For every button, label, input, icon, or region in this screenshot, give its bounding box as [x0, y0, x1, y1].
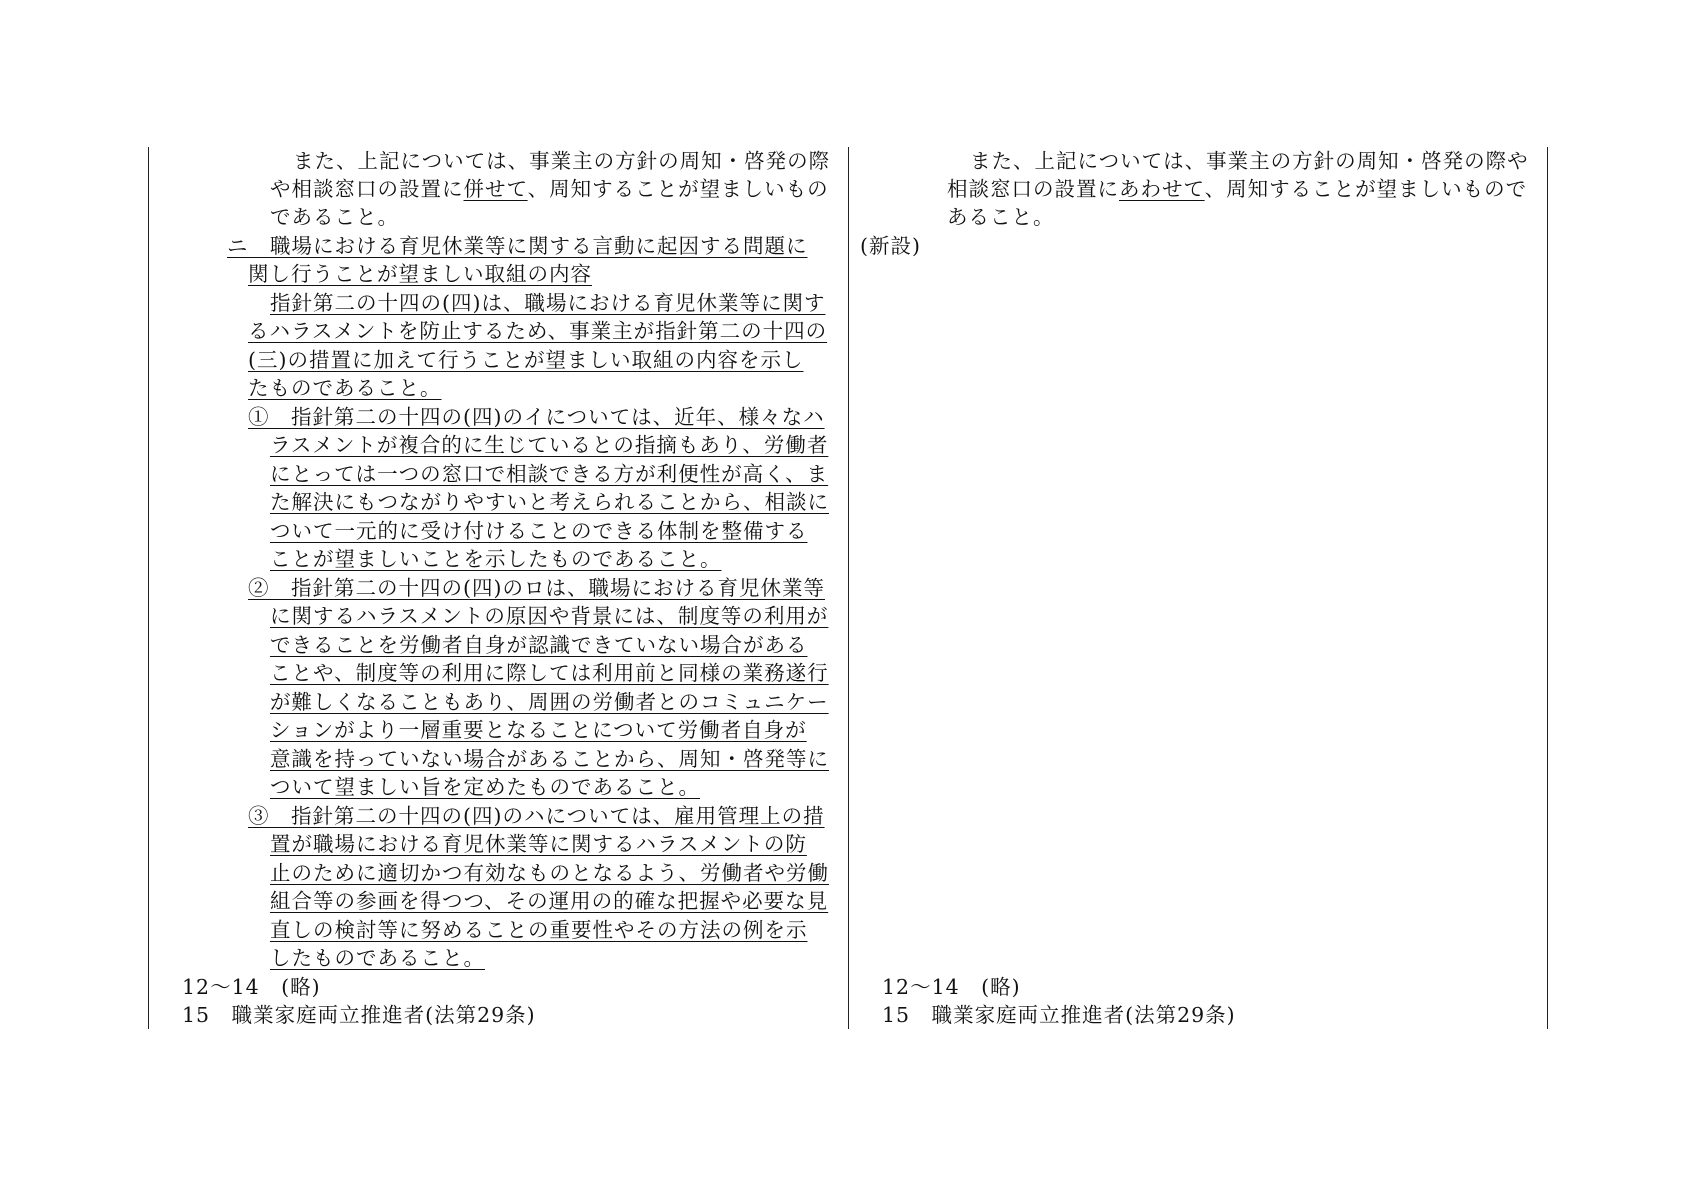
left-section-12-14: 12～14 (略): [182, 975, 321, 999]
section-ni-body-line: るハラスメントを防止するため、事業主が指針第二の十四の: [248, 319, 828, 343]
item-2-line: できることを労働者自身が認識できていない場合がある: [270, 633, 808, 657]
right-section-15: 15 職業家庭両立推進者(法第29条): [882, 1003, 1236, 1027]
item-2-line: が難しくなることもあり、周囲の労働者とのコミュニケー: [270, 690, 829, 714]
item-3-line: 止のために適切かつ有効なものとなるよう、労働者や労働: [270, 861, 829, 885]
left-intro-line-3: [270, 203, 399, 231]
right-section-12-14: 12～14 (略): [882, 975, 1021, 999]
right-intro-line-3: [947, 203, 1055, 231]
item-2-line: ションがより一層重要となることについて労働者自身が: [270, 718, 807, 742]
right-border: [1547, 147, 1548, 1029]
underlined-text-run: あわせて: [1119, 177, 1205, 201]
text-run: 相談窓口の設置に: [947, 177, 1119, 201]
right-intro-line-2: [947, 175, 1527, 203]
text-run: また、上記については、事業主の方針の周知・啓発の際や: [970, 149, 1529, 173]
new-section-label: (新設): [860, 234, 921, 258]
item-2-line: ついて望ましい旨を定めたものであること。: [270, 775, 700, 799]
text-run: あること。: [947, 205, 1055, 229]
left-section-15: 15 職業家庭両立推進者(法第29条): [182, 1003, 536, 1027]
item-2-line: 意識を持っていない場合があることから、周知・啓発等に: [270, 747, 829, 771]
item-1-line: ① 指針第二の十四の(四)のイについては、近年、様々なハ: [248, 405, 825, 429]
item-3-line: 直しの検討等に努めることの重要性やその方法の例を示: [270, 918, 808, 942]
section-ni-body-line: (三)の措置に加えて行うことが望ましい取組の内容を示し: [248, 348, 804, 372]
item-1-line: ことが望ましいことを示したものであること。: [270, 547, 722, 571]
section-ni-heading: ニ 職場における育児休業等に関する言動に起因する問題に: [227, 234, 808, 258]
item-2-line: ② 指針第二の十四の(四)のロは、職場における育児休業等: [248, 576, 825, 600]
item-1-line: た解決にもつながりやすいと考えられることから、相談に: [270, 490, 829, 514]
section-ni-body-line: たものであること。: [248, 376, 442, 400]
section-ni-heading-cont: 関し行うことが望ましい取組の内容: [248, 262, 592, 286]
item-3-line: 置が職場における育児休業等に関するハラスメントの防: [270, 832, 807, 856]
item-1-line: ラスメントが複合的に生じているとの指摘もあり、労働者: [270, 433, 829, 457]
right-intro-line-1: [970, 147, 1529, 175]
text-run: 、周知することが望ましいもので: [1204, 177, 1528, 201]
text-run: や相談窓口の設置に: [270, 177, 464, 201]
item-3-line: 組合等の参画を得つつ、その運用の的確な把握や必要な見: [270, 889, 829, 913]
center-divider: [848, 147, 849, 1029]
section-ni-body-line: 指針第二の十四の(四)は、職場における育児休業等に関す: [270, 291, 826, 315]
left-intro-line-1: [293, 147, 830, 175]
item-3-line: ③ 指針第二の十四の(四)のハについては、雇用管理上の措: [248, 804, 825, 828]
item-3-line: したものであること。: [270, 946, 485, 970]
item-2-line: に関するハラスメントの原因や背景には、制度等の利用が: [270, 604, 829, 628]
text-run: 、周知することが望ましいもの: [527, 177, 829, 201]
item-1-line: にとっては一つの窓口で相談できる方が利便性が高く、ま: [270, 462, 829, 486]
underlined-text-run: 併せて: [463, 177, 528, 201]
item-2-line: ことや、制度等の利用に際しては利用前と同様の業務遂行: [270, 661, 829, 685]
item-1-line: ついて一元的に受け付けることのできる体制を整備する: [270, 519, 808, 543]
text-run: また、上記については、事業主の方針の周知・啓発の際: [293, 149, 831, 173]
left-border: [148, 147, 149, 1029]
left-intro-line-2: [270, 175, 829, 203]
text-run: であること。: [270, 205, 399, 229]
